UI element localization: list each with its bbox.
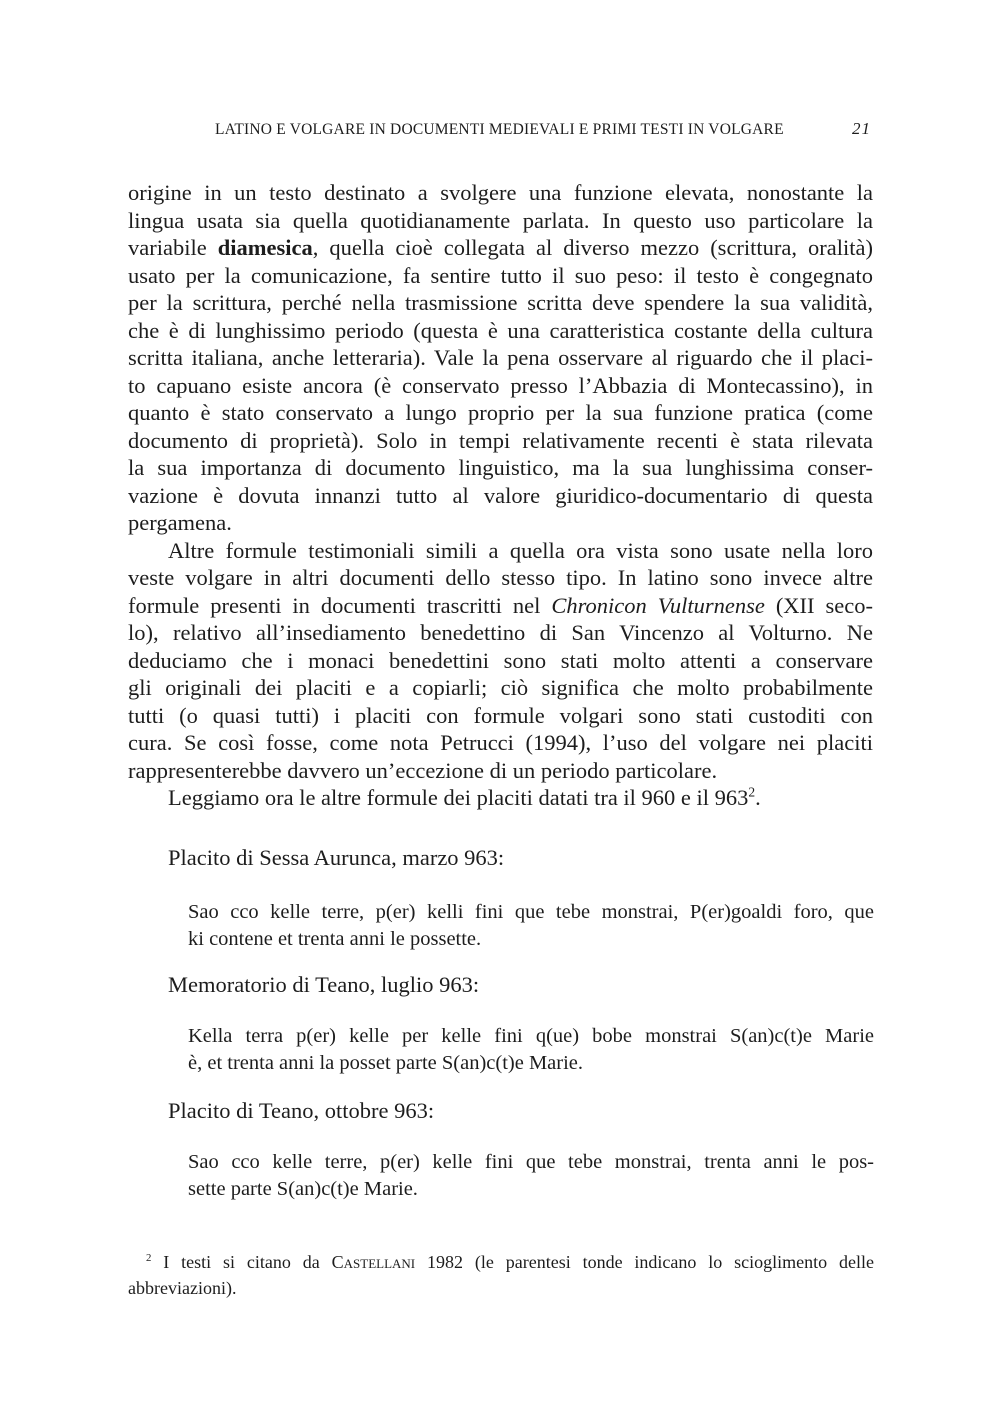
paragraph-2 — [128, 537, 873, 785]
text-fragment: , quella cioè collegata al diverso mezzo (scrittura, oralità) — [312, 235, 873, 260]
text-fragment: Leggiamo ora le altre formule dei placiti datati tra il 960 e il 963 — [168, 785, 749, 810]
bold-term: diamesica — [217, 235, 313, 260]
quote-block — [188, 1149, 874, 1203]
running-header-title: LATINO E VOLGARE IN DOCUMENTI MEDIEVALI E PRIMI TESTI IN VOLGARE — [215, 121, 784, 138]
text-line: usato per la comunicazione, fa sentire tutto il suo peso: il testo è congegnato — [128, 262, 873, 288]
section-label: Placito di Teano, ottobre 963: — [168, 1098, 435, 1123]
text-line: quanto è stato conservato a lungo proprio per la sua funzione pratica (come — [128, 400, 873, 425]
text-line: vazione è dovuta innanzi tutto al valore giuridico-documentario di questa — [128, 482, 873, 508]
quote-block — [188, 1023, 874, 1077]
text-fragment: 1982 (le parentesi tonde indicano lo scioglimento delle — [415, 1252, 875, 1272]
text-fragment: (XII seco- — [764, 592, 874, 618]
text-line — [128, 784, 873, 812]
quote-line: Sao cco kelle terre, p(er) kelli fini que tebe monstrai, P(er)goaldi foro, que — [188, 901, 874, 923]
text-fragment: . — [755, 785, 761, 810]
paragraph-1 — [128, 179, 873, 537]
text-line: che è di lunghissimo periodo (questa è una caratteristica costante della cultura — [128, 317, 873, 343]
paragraph-3 — [128, 784, 873, 812]
text-line: gli originali dei placiti e a copiarli; ciò significa che molto probabilmente — [128, 675, 873, 700]
text-line: scritta italiana, anche letteraria). Vale la pena osservare al riguardo che il placi- — [128, 345, 873, 370]
text-line: pergamena. — [128, 510, 232, 535]
text-line: rappresenterebbe davvero un’eccezione di un periodo particolare. — [128, 757, 718, 783]
text-line — [128, 592, 873, 620]
section-label: Placito di Sessa Aurunca, marzo 963: — [168, 845, 505, 870]
text-fragment: I testi si citano da — [151, 1252, 332, 1272]
body-text — [128, 179, 873, 812]
quote-line: Sao cco kelle terre, p(er) kelle fini que tebe monstrai, trenta anni le pos- — [188, 1151, 874, 1173]
italic-title: Chronicon Vulturnense — [551, 592, 765, 618]
footnote-line — [128, 1249, 874, 1275]
text-line: la sua importanza di documento linguistico, ma la sua lunghissima conser- — [128, 455, 873, 480]
footnote — [128, 1249, 874, 1301]
text-line: deduciamo che i monaci benedettini sono stati molto attenti a conservare — [128, 647, 873, 673]
quote-line: Kella terra p(er) kelle per kelle fini q(ue) bobe monstrai S(an)c(t)e Marie — [188, 1025, 874, 1047]
text-fragment: variabile — [128, 235, 218, 260]
footnote-line: abbreviazioni). — [128, 1278, 237, 1298]
text-line: tutti (o quasi tutti) i placiti con formule volgari sono stati custoditi con — [128, 702, 873, 728]
text-line: veste volgare in altri documenti dello stesso tipo. In latino sono invece altre — [128, 565, 873, 590]
quote-line: sette parte S(an)c(t)e Marie. — [188, 1178, 418, 1200]
quote-line: ki contene et trenta anni le possette. — [188, 928, 482, 950]
author-name: Castellani — [331, 1252, 416, 1272]
quote-line: è, et trenta anni la posset parte S(an)c(t)e Marie. — [188, 1052, 584, 1074]
text-line: per la scrittura, perché nella trasmissione scritta deve spendere la sua validità, — [128, 290, 873, 315]
text-line: cura. Se così fosse, come nota Petrucci (1994), l’uso del volgare nei placiti — [128, 730, 873, 755]
quote-block — [188, 899, 874, 953]
text-line — [128, 234, 873, 262]
footnote-reference: 2 — [748, 784, 756, 800]
text-line: origine in un testo destinato a svolgere una funzione elevata, nonostante la — [128, 180, 873, 205]
text-line: Altre formule testimoniali simili a quella ora vista sono usate nella loro — [168, 537, 873, 563]
text-line: documento di proprietà). Solo in tempi relativamente recenti è stata rilevata — [128, 427, 873, 453]
footnote-number: 2 — [146, 1252, 152, 1264]
text-line: lo), relativo all’insediamento benedettino di San Vincenzo al Volturno. Ne — [128, 620, 873, 645]
page-number: 21 — [852, 119, 871, 138]
text-line: lingua usata sia quella quotidianamente parlata. In questo uso particolare la — [128, 207, 873, 233]
text-line: to capuano esiste ancora (è conservato presso l’Abbazia di Montecassino), in — [128, 372, 873, 398]
section-label: Memoratorio di Teano, luglio 963: — [168, 972, 480, 997]
text-fragment: formule presenti in documenti trascritti nel — [128, 592, 552, 618]
